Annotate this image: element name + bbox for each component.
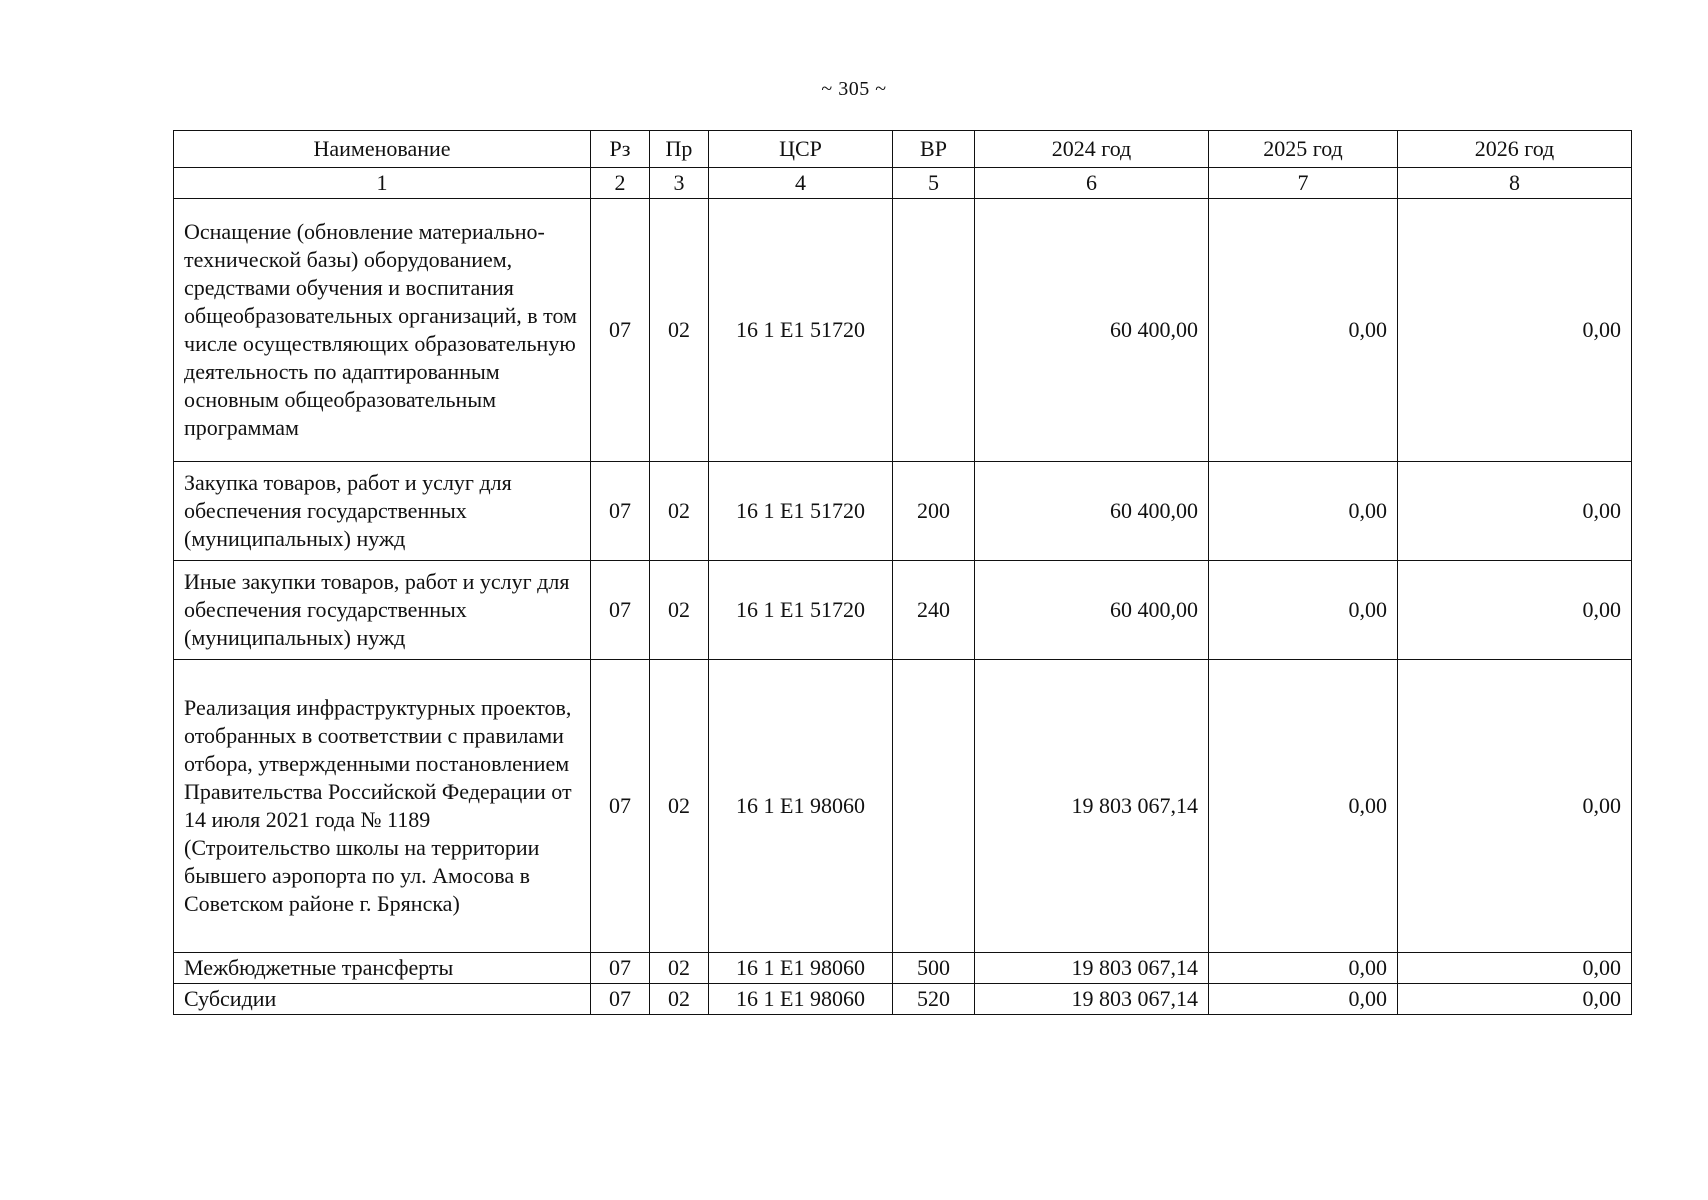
cell-csr: 16 1 Е1 51720	[709, 199, 893, 462]
cell-2024: 60 400,00	[975, 561, 1209, 660]
cell-pr: 02	[650, 199, 709, 462]
header-csr: ЦСР	[709, 131, 893, 168]
table-row	[174, 660, 1632, 953]
cell-2025: 0,00	[1209, 199, 1398, 462]
column-number: 1	[174, 168, 591, 199]
cell-name: Субсидии	[174, 984, 591, 1015]
cell-2025: 0,00	[1209, 462, 1398, 561]
cell-vr	[893, 199, 975, 462]
column-number: 7	[1209, 168, 1398, 199]
header-pr: Пр	[650, 131, 709, 168]
column-number-row	[174, 168, 1632, 199]
header-rz: Рз	[591, 131, 650, 168]
column-number: 8	[1398, 168, 1632, 199]
cell-rz: 07	[591, 953, 650, 984]
column-number: 2	[591, 168, 650, 199]
column-number: 3	[650, 168, 709, 199]
cell-rz: 07	[591, 462, 650, 561]
header-2024: 2024 год	[975, 131, 1209, 168]
table-row	[174, 953, 1632, 984]
cell-2024: 19 803 067,14	[975, 953, 1209, 984]
cell-pr: 02	[650, 660, 709, 953]
header-2025: 2025 год	[1209, 131, 1398, 168]
cell-csr: 16 1 Е1 98060	[709, 984, 893, 1015]
cell-2025: 0,00	[1209, 953, 1398, 984]
cell-vr	[893, 660, 975, 953]
cell-rz: 07	[591, 199, 650, 462]
cell-2025: 0,00	[1209, 561, 1398, 660]
header-vr: ВР	[893, 131, 975, 168]
cell-pr: 02	[650, 561, 709, 660]
cell-name: Оснащение (обновление материально-технической базы) оборудованием, средствами обучения и воспитания общеобразовательных организаций, в том числе осуществляющих образовательную деятельность по адаптированным основным общеобразовательным программам	[174, 199, 591, 462]
cell-2026: 0,00	[1398, 984, 1632, 1015]
cell-pr: 02	[650, 462, 709, 561]
column-number: 4	[709, 168, 893, 199]
cell-name: Межбюджетные трансферты	[174, 953, 591, 984]
page-number: ~ 305 ~	[821, 78, 887, 100]
cell-2024: 60 400,00	[975, 199, 1209, 462]
column-number: 6	[975, 168, 1209, 199]
cell-vr: 500	[893, 953, 975, 984]
cell-csr: 16 1 Е1 51720	[709, 462, 893, 561]
cell-pr: 02	[650, 984, 709, 1015]
cell-2026: 0,00	[1398, 660, 1632, 953]
cell-csr: 16 1 Е1 98060	[709, 953, 893, 984]
cell-2026: 0,00	[1398, 462, 1632, 561]
header-row	[174, 131, 1632, 168]
cell-rz: 07	[591, 561, 650, 660]
cell-2025: 0,00	[1209, 660, 1398, 953]
cell-2024: 60 400,00	[975, 462, 1209, 561]
header-2026: 2026 год	[1398, 131, 1632, 168]
cell-csr: 16 1 Е1 98060	[709, 660, 893, 953]
cell-rz: 07	[591, 984, 650, 1015]
column-number: 5	[893, 168, 975, 199]
cell-2026: 0,00	[1398, 199, 1632, 462]
budget-table	[173, 130, 1632, 1015]
cell-vr: 520	[893, 984, 975, 1015]
cell-csr: 16 1 Е1 51720	[709, 561, 893, 660]
table-row	[174, 984, 1632, 1015]
cell-2026: 0,00	[1398, 953, 1632, 984]
cell-vr: 240	[893, 561, 975, 660]
cell-vr: 200	[893, 462, 975, 561]
cell-2026: 0,00	[1398, 561, 1632, 660]
cell-name: Иные закупки товаров, работ и услуг для обеспечения государственных (муниципальных) нужд	[174, 561, 591, 660]
cell-name: Закупка товаров, работ и услуг для обеспечения государственных (муниципальных) нужд	[174, 462, 591, 561]
table-row	[174, 561, 1632, 660]
cell-name: Реализация инфраструктурных проектов, отобранных в соответствии с правилами отбора, утвержденными постановлением Правительства Российской Федерации от 14 июля 2021 года № 1189 (Строительство школы на территории бывшего аэропорта по ул. Амосова в Советском районе г. Брянска)	[174, 660, 591, 953]
header-name: Наименование	[174, 131, 591, 168]
table-row	[174, 462, 1632, 561]
cell-rz: 07	[591, 660, 650, 953]
cell-2024: 19 803 067,14	[975, 660, 1209, 953]
cell-2024: 19 803 067,14	[975, 984, 1209, 1015]
table-row	[174, 199, 1632, 462]
cell-pr: 02	[650, 953, 709, 984]
cell-2025: 0,00	[1209, 984, 1398, 1015]
